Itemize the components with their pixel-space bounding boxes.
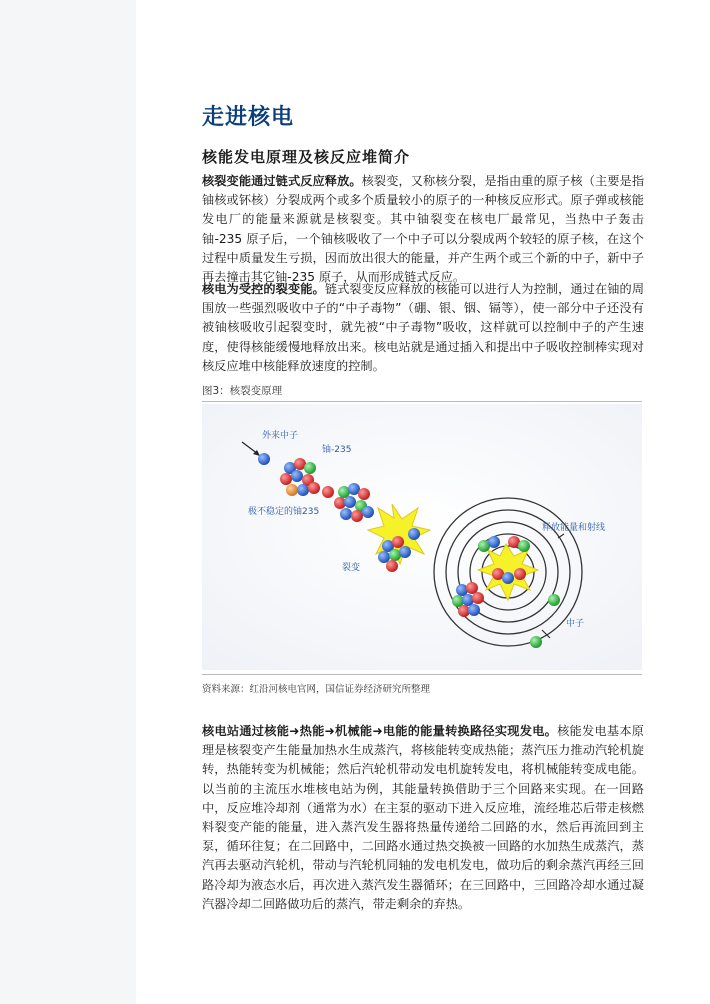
figure-caption: 图3：核裂变原理	[202, 385, 283, 397]
neutron-particle	[408, 528, 420, 540]
paragraph-lead: 核裂变能通过链式反应释放。	[202, 174, 362, 188]
paragraph-body: 核能发电基本原理是核裂变产生能量加热水生成蒸汽，将核能转变成热能；蒸汽压力推动汽轮机旋转，热能转变为机械能；然后汽轮机带动发电机旋转发电，将机械能转变成电能。以当前的主流压水堆核电站为例，其能量转换借助于三个回路来实现。在一回路中，反应堆冷却剂（通常为水）在主泵的驱动下进入反应堆，流经堆芯后带走核燃料裂变产能的能量，进入蒸汽发生器将热量传递给二回路的水，然后再流回到主泵，循环往复；在二回路中，二回路水通过热交换被一回路的水加热生成蒸汽，蒸汽再去驱动汽轮机，带动与汽轮机同轴的发电机发电，做功后的剩余蒸汽再经三回路冷却为液态水后，再次进入蒸汽发生器循环；在三回路中，三回路冷却水通过凝汽器冷却二回路做功后的蒸汽，带走剩余的弃热。	[202, 724, 644, 911]
fission-diagram	[202, 404, 642, 670]
paragraph-energy-conversion	[202, 722, 644, 914]
incoming-neutron	[258, 453, 270, 465]
proton-particle	[322, 486, 334, 498]
label-u235: 铀-235	[322, 445, 352, 455]
label-neutron-in: 外来中子	[262, 431, 299, 441]
paragraph-lead: 核电为受控的裂变能。	[202, 282, 325, 296]
figure-rule-bottom	[202, 674, 642, 675]
paragraph-fission	[202, 172, 644, 287]
label-neutron: 中子	[566, 619, 585, 629]
subtitle: 核能发电原理及核反应堆简介	[202, 148, 411, 166]
neutron-particle	[530, 636, 542, 648]
label-fission: 裂变	[342, 563, 361, 573]
label-unstable: 极不稳定的铀235	[248, 507, 320, 517]
paragraph-lead: 核电站通过核能➜热能➜机械能➜电能的能量转换路径实现发电。	[202, 724, 558, 738]
paragraph-controlled	[202, 280, 644, 376]
diagram-background	[202, 404, 642, 670]
left-margin-band	[0, 0, 136, 1004]
figure-source: 资料来源：红沿河核电官网，国信证券经济研究所整理	[202, 684, 431, 695]
paragraph-body: 核裂变，又称核分裂，是指由重的原子核（主要是指铀核或钚核）分裂成两个或多个质量较小的原子的一种核反应形式。原子弹或核能发电厂的能量来源就是核裂变。其中铀裂变在核电厂最常见，当热中子轰击铀-235 原子后，一个铀核吸收了一个中子可以分裂成两个较轻的原子核，在这个过程中质量发生亏损，因而放出很大的能量，并产生两个或三个新的中子，新中子再去撞击其它铀-235 原子，从而形成链式反应。	[202, 174, 645, 285]
label-energy: 释放能量和射线	[542, 523, 606, 533]
section-title: 走进核电	[202, 105, 295, 130]
figure-rule-top	[202, 401, 642, 402]
neutron-particle	[548, 594, 560, 606]
paragraph-body: 链式裂变反应释放的核能可以进行人为控制，通过在铀的周围放一些强烈吸收中子的“中子毒物”（硼、银、铟、镉等），使一部分中子还没有被铀核吸收引起裂变时，就先被“中子毒物”吸收，这样就可以控制中子的产生速度，使得核能缓慢地释放出来。核电站就是通过插入和提出中子吸收控制棒实现对核反应堆中核能释放速度的控制。	[202, 282, 645, 373]
